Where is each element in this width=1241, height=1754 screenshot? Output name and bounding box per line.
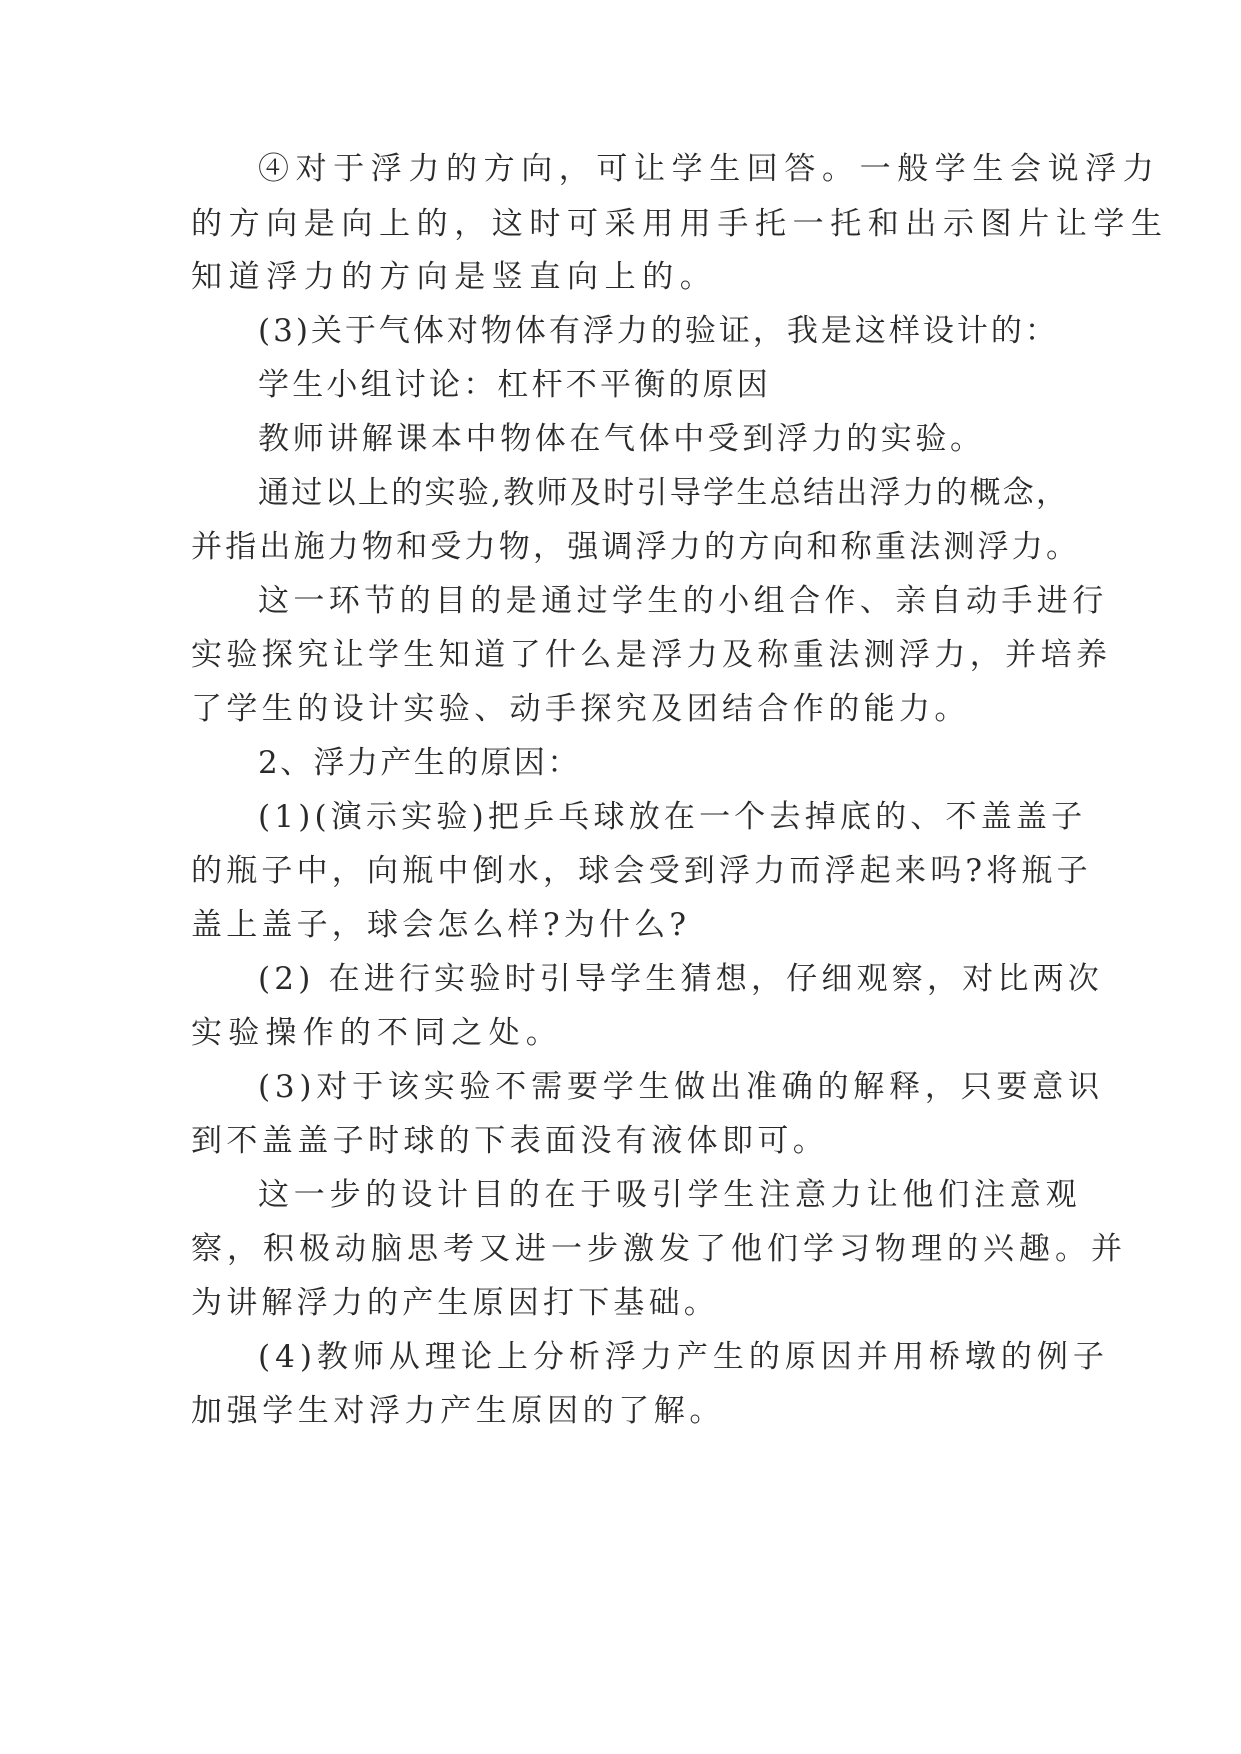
text-line [0, 735, 1241, 791]
text-line [0, 681, 1241, 737]
paragraph-text: 这一步的设计目的在于吸引学生注意力让他们注意观 [258, 1177, 1082, 1213]
text-line [0, 1221, 1241, 1277]
text-line [0, 573, 1241, 629]
text-line [0, 843, 1241, 899]
paragraph-text: (4)教师从理论上分析浮力产生的原因并用桥墩的例子 [258, 1339, 1109, 1375]
text-line [0, 249, 1241, 305]
text-line [0, 951, 1241, 1007]
text-line [0, 411, 1241, 467]
paragraph-text: 并指出施力物和受力物，强调浮力的方向和称重法测浮力。 [191, 529, 1081, 565]
paragraph-text: 到不盖盖子时球的下表面没有液体即可。 [191, 1123, 829, 1159]
text-line [0, 1275, 1241, 1331]
text-line [0, 1383, 1241, 1439]
text-line [0, 357, 1241, 413]
paragraph-text: 实验探究让学生知道了什么是浮力及称重法测浮力，并培养 [191, 637, 1112, 673]
paragraph-text: 的方向是向上的，这时可采用用手托一托和出示图片让学生 [191, 206, 1169, 242]
paragraph-text: 为讲解浮力的产生原因打下基础。 [191, 1285, 719, 1321]
paragraph-text: (1)(演示实验)把乒乓球放在一个去掉底的、不盖盖子 [258, 799, 1087, 835]
paragraph-text: ④对于浮力的方向，可让学生回答。一般学生会说浮力 [258, 151, 1161, 187]
text-line [0, 1167, 1241, 1223]
paragraph-text: 学生小组讨论：杠杆不平衡的原因 [258, 367, 771, 403]
paragraph-text: 知道浮力的方向是竖直向上的。 [191, 259, 718, 295]
text-line [0, 789, 1241, 845]
paragraph-text: 2、浮力产生的原因： [258, 745, 581, 781]
paragraph-text: 实验操作的不同之处。 [191, 1015, 563, 1051]
text-line [0, 519, 1241, 575]
paragraph-text: (3)对于该实验不需要学生做出准确的解释，只要意识 [258, 1069, 1104, 1105]
paragraph-text: 教师讲解课本中物体在气体中受到浮力的实验。 [258, 421, 985, 457]
paragraph-text: 通过以上的实验,教师及时引导学生总结出浮力的概念， [258, 475, 1070, 511]
text-line [0, 1113, 1241, 1169]
text-line [0, 1329, 1241, 1385]
paragraph-text: 的瓶子中，向瓶中倒水，球会受到浮力而浮起来吗?将瓶子 [191, 853, 1092, 889]
text-line [0, 196, 1241, 252]
text-line [0, 141, 1241, 197]
paragraph-text: 加强学生对浮力产生原因的了解。 [191, 1393, 725, 1429]
text-line [0, 1059, 1241, 1115]
text-line [0, 627, 1241, 683]
paragraph-text: 察，积极动脑思考又进一步激发了他们学习物理的兴趣。并 [191, 1231, 1127, 1267]
paragraph-text: (2) 在进行实验时引导学生猜想，仔细观察，对比两次 [258, 961, 1103, 997]
paragraph-text: 盖上盖子，球会怎么样?为什么? [191, 907, 691, 943]
paragraph-text: 这一环节的目的是通过学生的小组合作、亲自动手进行 [258, 583, 1108, 619]
text-line [0, 897, 1241, 953]
paragraph-text: (3)关于气体对物体有浮力的验证，我是这样设计的： [258, 313, 1059, 349]
text-line [0, 1005, 1241, 1061]
text-line [0, 465, 1241, 521]
paragraph-text: 了学生的设计实验、动手探究及团结合作的能力。 [191, 691, 970, 727]
text-line [0, 303, 1241, 359]
